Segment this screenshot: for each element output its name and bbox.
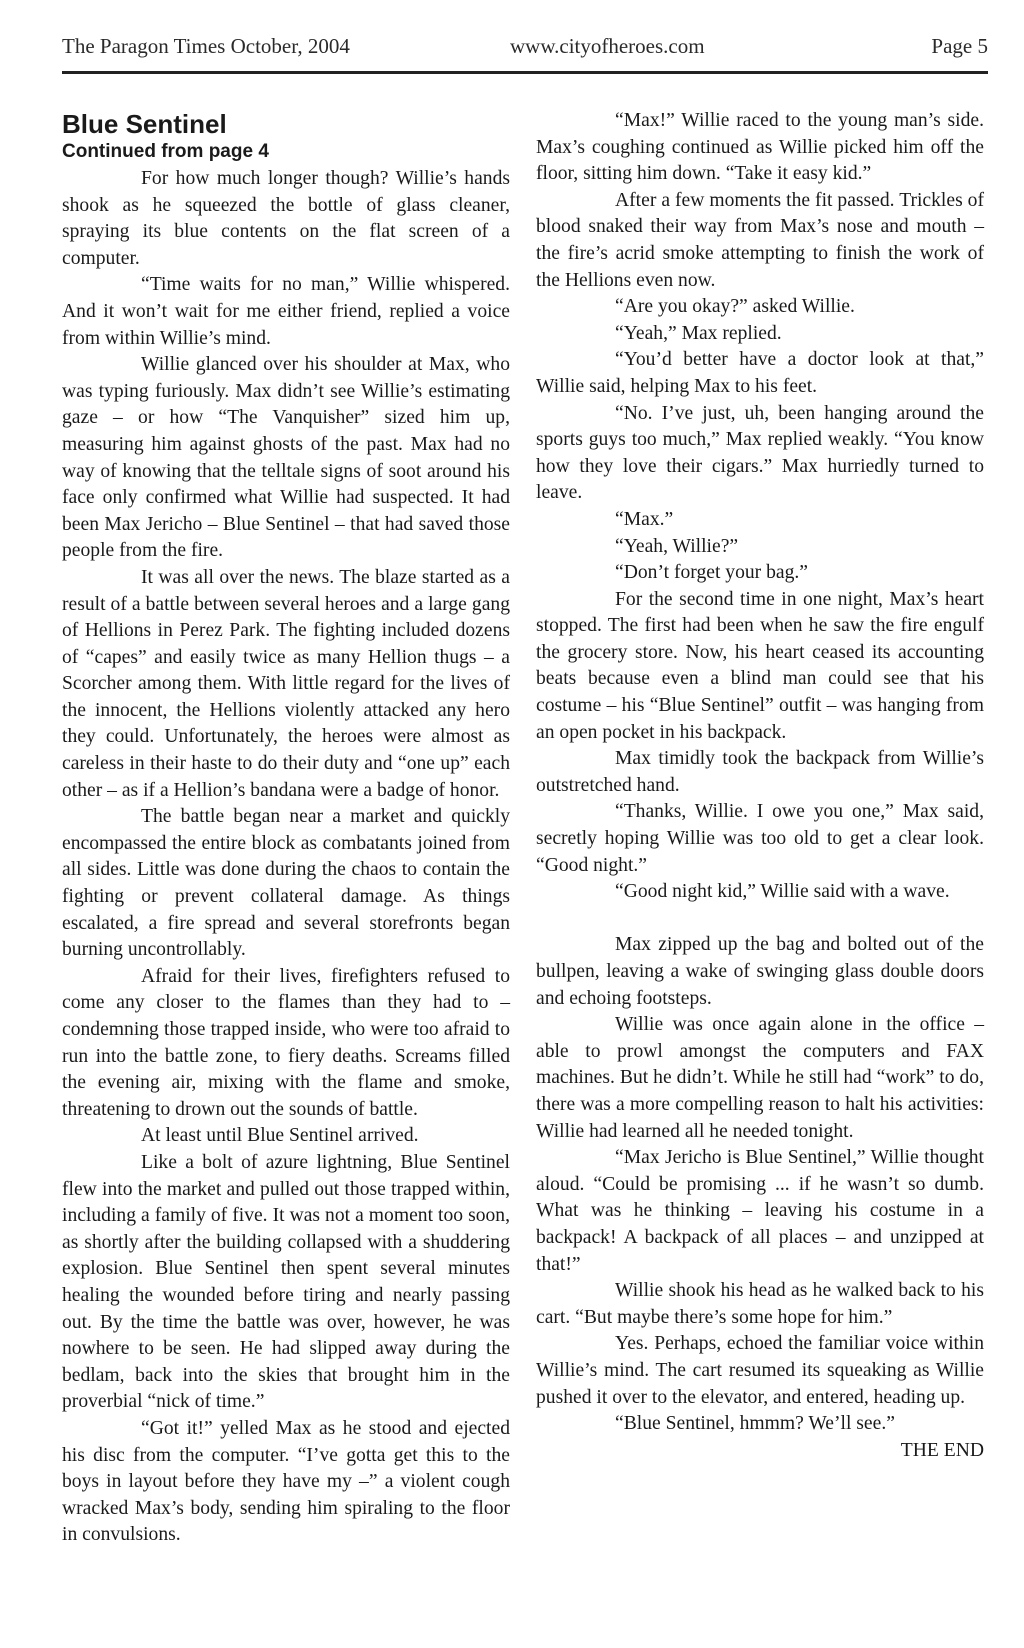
article-title: Blue Sentinel <box>62 109 227 139</box>
paragraph: Like a bolt of azure lightning, Blue Sentinel flew into the market and pulled out those trapped within, including a family of five. It was not a moment too soon, as shortly after the building collapsed with a shuddering explosion. Blue Sentinel then spent several minutes healing the wounded before tiring and nearly passing out. By the time the battle was over, however, he was nowhere to be seen. He had slipped away during the bedlam, back into the skies that brought him in the proverbial “nick of time.” <box>62 1151 510 1413</box>
header-rule <box>62 71 988 74</box>
page-header <box>62 34 988 64</box>
paragraph: “Good night kid,” Willie said with a wave. <box>615 881 950 903</box>
paragraph: “Don’t forget your bag.” <box>615 562 808 584</box>
paragraph: “Thanks, Willie. I owe you one,” Max said, secretly hoping Willie was too old to get a clear look. “Good night.” <box>536 801 984 876</box>
paragraph: For how much longer though? Willie’s hands shook as he squeezed the bottle of glass cleaner, spraying its blue contents on the flat screen of a computer. <box>62 168 510 269</box>
right-column <box>536 108 984 1464</box>
paragraph: “Max.” <box>615 508 674 530</box>
paragraph: “No. I’ve just, uh, been hanging around the sports guys too much,” Max replied weakly. “You know how they love their cigars.” Max hurriedly turned to leave. <box>536 402 984 504</box>
paragraph: “You’d better have a doctor look at that,” Willie said, helping Max to his feet. <box>536 349 984 397</box>
paragraph: After a few moments the fit passed. Trickles of blood snaked their way from Max’s nose and mouth – the fire’s acrid smoke attempting to finish the work of the Hellions even now. <box>536 189 984 291</box>
publication-date: The Paragon Times October, 2004 <box>62 34 350 58</box>
paragraph: Willie glanced over his shoulder at Max, who was typing furiously. Max didn’t see Willie’s estimating gaze – or how “The Vanquisher” sized him up, measuring him against ghosts of the past. Max had no way of knowing that the telltale signs of soot around his face only confirmed what Willie had suspected. It had been Max Jericho – Blue Sentinel – that had saved those people from the fire. <box>62 354 510 562</box>
paragraph: Afraid for their lives, firefighters refused to come any closer to the flames than they had to – condemning those trapped inside, who were too afraid to run into the battle zone, to fiery deaths. Screams filled the evening air, mixing with the flame and smoke, threatening to drown out the sounds of battle. <box>62 965 510 1120</box>
website-url: www.cityofheroes.com <box>510 34 705 58</box>
paragraph: “Blue Sentinel, hmmm? We’ll see.” <box>615 1413 895 1435</box>
page-number: Page 5 <box>931 34 988 58</box>
paragraph: At least until Blue Sentinel arrived. <box>141 1125 419 1147</box>
paragraph: “Yeah, Willie?” <box>615 535 739 557</box>
the-end-label: THE END <box>900 1439 984 1461</box>
paragraph: Max zipped up the bag and bolted out of the bullpen, leaving a wake of swinging glass double doors and echoing footsteps. <box>536 934 984 1009</box>
left-column <box>62 108 510 1549</box>
paragraph: For the second time in one night, Max’s heart stopped. The first had been when he saw the fire engulf the grocery store. Now, his heart ceased its accounting beats because even a blind man could see that his costume – his “Blue Sentinel” outfit – was hanging from an open pocket in his backpack. <box>536 588 984 743</box>
paragraph: Max timidly took the backpack from Willie’s outstretched hand. <box>536 748 984 796</box>
paragraph: Willie shook his head as he walked back to his cart. “But maybe there’s some hope for him.” <box>536 1280 984 1328</box>
paragraph: “Time waits for no man,” Willie whispered. And it won’t wait for me either friend, replied a voice from within Willie’s mind. <box>62 274 510 349</box>
paragraph: “Yeah,” Max replied. <box>615 322 782 344</box>
paragraph: “Max Jericho is Blue Sentinel,” Willie thought aloud. “Could be promising ... if he wasn’t so dumb. What was he thinking – leaving his costume in a backpack! A backpack of all places – and unzipped at that!” <box>536 1147 984 1275</box>
paragraph: The battle began near a market and quickly encompassed the entire block as combatants joined from all sides. Little was done during the chaos to contain the fighting or prevent collateral damage. As things escalated, a fire spread and several storefronts began burning uncontrollably. <box>62 806 510 961</box>
paragraph: “Are you okay?” asked Willie. <box>615 296 855 318</box>
article-subtitle: Continued from page 4 <box>62 141 269 162</box>
paragraph: It was all over the news. The blaze started as a result of a battle between several heroes and a large gang of Hellions in Perez Park. The fighting included dozens of “capes” and easily twice as many Hellion thugs – a Scorcher among them. With little regard for the lives of the innocent, the Hellions violently attacked any hero they could. Unfortunately, the heroes were almost as careless in their haste to do their duty and “one up” each other – as if a Hellion’s bandana were a badge of honor. <box>62 566 510 801</box>
paragraph: “Got it!” yelled Max as he stood and ejected his disc from the computer. “I’ve gotta get this to the boys in layout before they have my –” a violent cough wracked Max’s body, sending him spiraling to the floor in convulsions. <box>62 1417 510 1546</box>
paragraph: Yes. Perhaps, echoed the familiar voice within Willie’s mind. The cart resumed its squeaking as Willie pushed it over to the elevator, and entered, heading up. <box>536 1333 984 1408</box>
paragraph: “Max!” Willie raced to the young man’s side. Max’s coughing continued as Willie picked him off the floor, sitting him down. “Take it easy kid.” <box>536 110 984 185</box>
paragraph: Willie was once again alone in the office – able to prowl amongst the computers and FAX machines. But he didn’t. While he still had “work” to do, there was a more compelling reason to halt his activities: Willie had learned all he needed tonight. <box>536 1014 984 1142</box>
